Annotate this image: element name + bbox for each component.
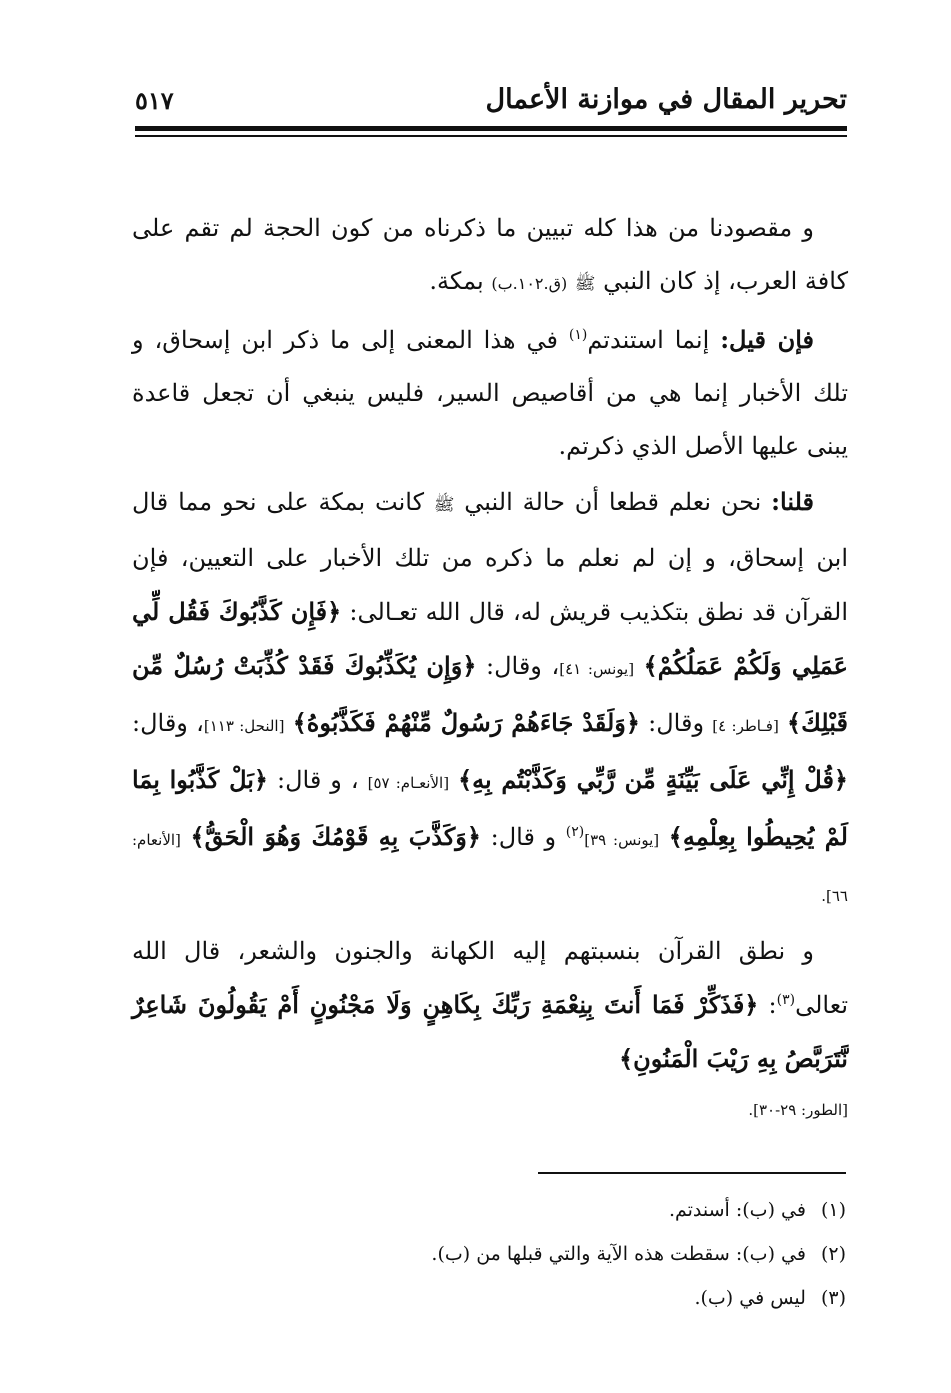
verse-citation-2: [فـاطر: ٤] (712, 717, 779, 735)
running-header (135, 80, 847, 124)
footnote-1 (300, 1188, 846, 1232)
page-number: ٥١٧ (135, 86, 174, 115)
paragraph-text: نحن نعلم قطعا أن حالة النبي (464, 488, 762, 516)
reply-lead: قلنا: (771, 487, 814, 516)
paragraph-text: كانت بمكة على نحو مما قال ابن إسحاق، و إن لم نعلم ما ذكره من تلك الأخبار على التعيين، فإن القرآن قد نطق بتكذيب قريش له، قال الله تعـالى: (132, 488, 848, 626)
footnote-3 (300, 1276, 846, 1320)
verse-citation-1: [يونس: ٤١] (559, 660, 635, 678)
header-rule-thick (135, 126, 847, 131)
quran-verse-4: ﴿قُلْ إِنِّي عَلَى بَيِّنَةٍ مِّن رَّبِّي وَكَذَّبْتُم بِهِ﴾ (458, 765, 848, 794)
paragraph-2 (132, 313, 848, 473)
verse-citation-7-line (132, 1084, 848, 1137)
paragraph-text: إنما استندتم (587, 326, 710, 354)
quran-verse-7: ﴿فَذَكِّرْ فَمَا أَنتَ بِنِعْمَةِ رَبِّكَ بِكَاهِنٍ وَلَا مَجْنُونٍ أَمْ يَقُولُونَ شَاعِرٌ نَّتَرَبَّصُ بِهِ رَيْبَ الْمَنُونِ﴾ (132, 990, 848, 1073)
book-title: تحرير المقال في موازنة الأعمال (485, 84, 847, 115)
quran-verse-5: ﴿بَلْ كَذَّبُوا بِمَا لَمْ يُحِيطُوا بِعِلْمِهِ﴾ (132, 765, 848, 851)
honorific-symbol: ﷺ (574, 274, 596, 294)
footnotes (300, 1188, 846, 1320)
footnote-number: (٣) (820, 1287, 846, 1309)
footnote-text: في (ب): سقطت هذه الآية والتي قبلها من (ب). (431, 1243, 806, 1265)
verse-citation-4: [الأنعـام: ٥٧] (367, 774, 450, 792)
quran-verse-3: ﴿وَلَقَدْ جَاءَهُمْ رَسُولٌ مِّنْهُمْ فَكَذَّبُوهُ﴾ (292, 708, 640, 737)
paragraph-text: ، و قال: (277, 766, 359, 794)
footnote-2 (300, 1232, 846, 1276)
paragraph-text: ، وقال: (485, 652, 560, 680)
footnote-number: (١) (820, 1199, 846, 1221)
paragraph-text: و قال: (490, 823, 557, 851)
footnote-marker-3: (٣) (776, 992, 796, 1008)
verse-citation-6: [الأنعام: ٦٦]. (132, 831, 848, 905)
quran-verse-2: ﴿وَإِن يُكَذِّبُوكَ فَقَدْ كُذِّبَتْ رُسُلٌ مِّن قَبْلِكَ﴾ (132, 651, 848, 737)
verse-citation-5: [يونس: ٣٩] (584, 831, 660, 849)
manuscript-folio-ref: (ق.١٠٢.ب) (491, 274, 568, 293)
paragraph-text: في هذا المعنى إلى ما ذكر ابن إسحاق، و تلك الأخبار إنما هي من أقاصيص السير، فليس ينبغي أن تجعل قاعدة يبنى عليها الأصل الذي ذكرتم. (132, 326, 848, 460)
quran-verse-6: ﴿وَكَذَّبَ بِهِ قَوْمُكَ وَهُوَ الْحَقُّ﴾ (190, 822, 481, 851)
footnote-marker-1: (١) (568, 327, 588, 343)
honorific-symbol: ﷺ (433, 495, 455, 515)
header-rule-thin (135, 135, 847, 137)
main-text (132, 202, 848, 1139)
paragraph-1 (132, 202, 848, 311)
footnote-marker-2: (٢) (565, 824, 585, 840)
verse-citation-7: [الطور: ٢٩-٣٠]. (748, 1101, 848, 1119)
footnote-text: ليس في (ب). (694, 1287, 806, 1309)
paragraph-text: و مقصودنا من هذا كله تبيين ما ذكرناه من كون الحجة لم تقم على كافة العرب، إذ كان النبي (132, 214, 848, 295)
paragraph-text: و نطق القرآن بنسبتهم إليه الكهانة والجنون والشعر، قال الله تعالى (132, 937, 848, 1019)
paragraph-4 (132, 925, 848, 1086)
paragraph-3 (132, 475, 848, 923)
paragraph-text: وقال: (648, 709, 705, 737)
paragraph-text: ، وقال: (132, 709, 204, 737)
footnote-text: في (ب): أسندتم. (668, 1199, 806, 1221)
paragraph-text: : (768, 991, 777, 1019)
paragraph-text: بمكة. (429, 267, 484, 295)
verse-citation-3: [النحل: ١١٣] (203, 717, 285, 735)
footnote-separator (538, 1172, 846, 1174)
quran-verse-1: ﴿فَإِن كَذَّبُوكَ فَقُل لِّي عَمَلِي وَلَكُمْ عَمَلُكُمْ﴾ (132, 597, 848, 680)
objection-lead: فإن قيل: (720, 325, 814, 354)
footnote-number: (٢) (820, 1243, 846, 1265)
